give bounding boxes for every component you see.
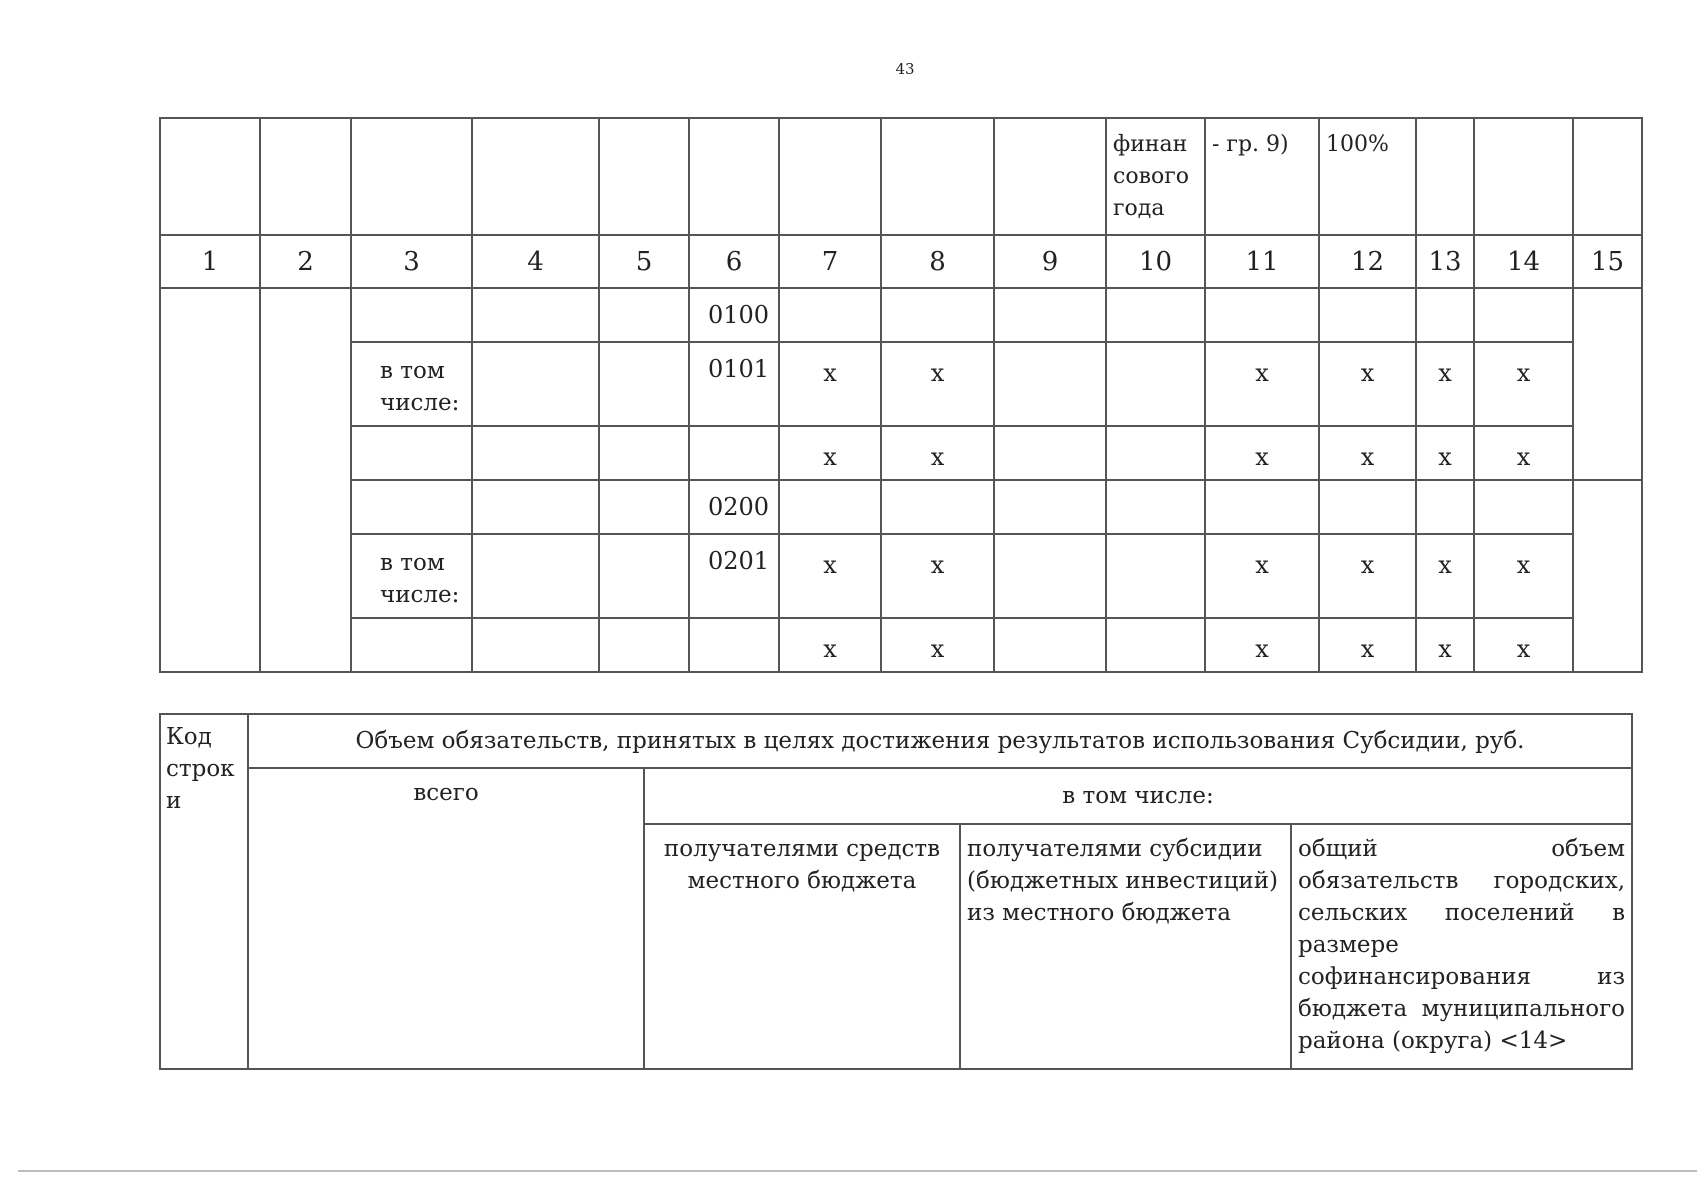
cell-col-9 [994, 288, 1106, 342]
cell-col-13: x [1416, 426, 1474, 480]
cell-col-11 [1205, 480, 1319, 534]
top-header-row [160, 118, 1642, 235]
obligations-title: Объем обязательств, принятых в целях достижения результатов использования Субсидии, руб. [248, 714, 1632, 768]
row-code: 0101 [689, 342, 779, 426]
cell-col-2 [260, 288, 351, 672]
column-number: 14 [1474, 235, 1573, 288]
page-divider [18, 1170, 1697, 1172]
cell-col-13: x [1416, 618, 1474, 672]
cell-col-9 [994, 480, 1106, 534]
row-code: 0201 [689, 534, 779, 618]
header-cell-2 [260, 118, 351, 235]
column-number: 5 [599, 235, 689, 288]
total-header: всего [248, 768, 644, 1069]
column-number: 13 [1416, 235, 1474, 288]
column-number: 15 [1573, 235, 1642, 288]
cell-col-12: x [1319, 534, 1416, 618]
header-cell-5 [599, 118, 689, 235]
cell-col-8 [881, 288, 994, 342]
cell-col-7 [779, 288, 881, 342]
including-header: в том числе: [644, 768, 1632, 824]
cell-col-4 [472, 480, 599, 534]
cell-col-7: x [779, 534, 881, 618]
row-code [689, 426, 779, 480]
column-number: 6 [689, 235, 779, 288]
table-row [160, 534, 1642, 618]
cell-col-8: x [881, 534, 994, 618]
cell-col-7: x [779, 342, 881, 426]
cell-col-11: x [1205, 426, 1319, 480]
row-label: в том числе: [351, 342, 472, 426]
cell-col-5 [599, 426, 689, 480]
subsidy-recipients-header: получателями субсидии (бюджетных инвестиций) из местного бюджета [960, 824, 1291, 1069]
cell-col-5 [599, 534, 689, 618]
cell-col-11 [1205, 288, 1319, 342]
cell-col-12: x [1319, 426, 1416, 480]
header-cell-14 [1474, 118, 1573, 235]
cell-col-12 [1319, 288, 1416, 342]
column-number: 9 [994, 235, 1106, 288]
table-row [160, 288, 1642, 342]
column-number: 7 [779, 235, 881, 288]
table-row [160, 618, 1642, 672]
cell-col-5 [599, 618, 689, 672]
cell-col-5 [599, 480, 689, 534]
row-label [351, 426, 472, 480]
cell-col-14: x [1474, 534, 1573, 618]
page-number: 43 [895, 60, 915, 78]
local-recipients-header: получателями средств местного бюджета [644, 824, 960, 1069]
cell-col-10 [1106, 534, 1205, 618]
cell-col-12: x [1319, 342, 1416, 426]
cell-col-7 [779, 480, 881, 534]
cell-col-10 [1106, 480, 1205, 534]
cell-col-8 [881, 480, 994, 534]
header-cell-11: - гр. 9) [1205, 118, 1319, 235]
cell-col-10 [1106, 618, 1205, 672]
cell-col-10 [1106, 426, 1205, 480]
cell-col-13 [1416, 288, 1474, 342]
settlements-obligations-header: общий объем обязательств городских, сельских поселений в размере софинансирования из бюджета муниципального района (округа) <14> [1291, 824, 1632, 1069]
cell-col-4 [472, 342, 599, 426]
cell-col-1 [160, 288, 260, 672]
cell-col-7: x [779, 618, 881, 672]
cell-col-10 [1106, 342, 1205, 426]
header-cell-7 [779, 118, 881, 235]
cell-col-11: x [1205, 618, 1319, 672]
column-number: 1 [160, 235, 260, 288]
cell-col-14: x [1474, 426, 1573, 480]
bottom-table [159, 713, 1633, 1070]
header-cell-15 [1573, 118, 1642, 235]
row-label: в том числе: [351, 534, 472, 618]
column-number: 4 [472, 235, 599, 288]
cell-col-15 [1573, 288, 1642, 480]
cell-col-8: x [881, 426, 994, 480]
table-row [160, 480, 1642, 534]
cell-col-4 [472, 534, 599, 618]
cell-col-8: x [881, 342, 994, 426]
row-code: 0100 [689, 288, 779, 342]
cell-col-5 [599, 288, 689, 342]
cell-col-13: x [1416, 534, 1474, 618]
cell-col-15 [1573, 480, 1642, 672]
table-row [160, 342, 1642, 426]
cell-col-4 [472, 618, 599, 672]
cell-col-4 [472, 288, 599, 342]
column-number: 8 [881, 235, 994, 288]
cell-col-13 [1416, 480, 1474, 534]
cell-col-14 [1474, 480, 1573, 534]
cell-col-14 [1474, 288, 1573, 342]
cell-col-9 [994, 342, 1106, 426]
header-cell-12: 100% [1319, 118, 1416, 235]
column-number: 11 [1205, 235, 1319, 288]
row-label [351, 288, 472, 342]
row-label [351, 480, 472, 534]
header-cell-4 [472, 118, 599, 235]
header-cell-9 [994, 118, 1106, 235]
cell-col-7: x [779, 426, 881, 480]
row-code-header: Код строк и [160, 714, 248, 1069]
cell-col-11: x [1205, 534, 1319, 618]
table-row [160, 426, 1642, 480]
cell-col-12 [1319, 480, 1416, 534]
cell-col-12: x [1319, 618, 1416, 672]
cell-col-8: x [881, 618, 994, 672]
column-number: 2 [260, 235, 351, 288]
header-cell-10: финан сового года [1106, 118, 1205, 235]
header-cell-1 [160, 118, 260, 235]
header-cell-6 [689, 118, 779, 235]
cell-col-4 [472, 426, 599, 480]
header-cell-13 [1416, 118, 1474, 235]
header-cell-8 [881, 118, 994, 235]
cell-col-9 [994, 534, 1106, 618]
column-number: 3 [351, 235, 472, 288]
column-number: 10 [1106, 235, 1205, 288]
header-cell-3 [351, 118, 472, 235]
column-number-row [160, 235, 1642, 288]
column-number: 12 [1319, 235, 1416, 288]
cell-col-14: x [1474, 342, 1573, 426]
cell-col-10 [1106, 288, 1205, 342]
cell-col-11: x [1205, 342, 1319, 426]
cell-col-9 [994, 618, 1106, 672]
cell-col-14: x [1474, 618, 1573, 672]
row-code: 0200 [689, 480, 779, 534]
cell-col-9 [994, 426, 1106, 480]
row-label [351, 618, 472, 672]
top-table [159, 117, 1643, 673]
cell-col-5 [599, 342, 689, 426]
cell-col-13: x [1416, 342, 1474, 426]
row-code [689, 618, 779, 672]
